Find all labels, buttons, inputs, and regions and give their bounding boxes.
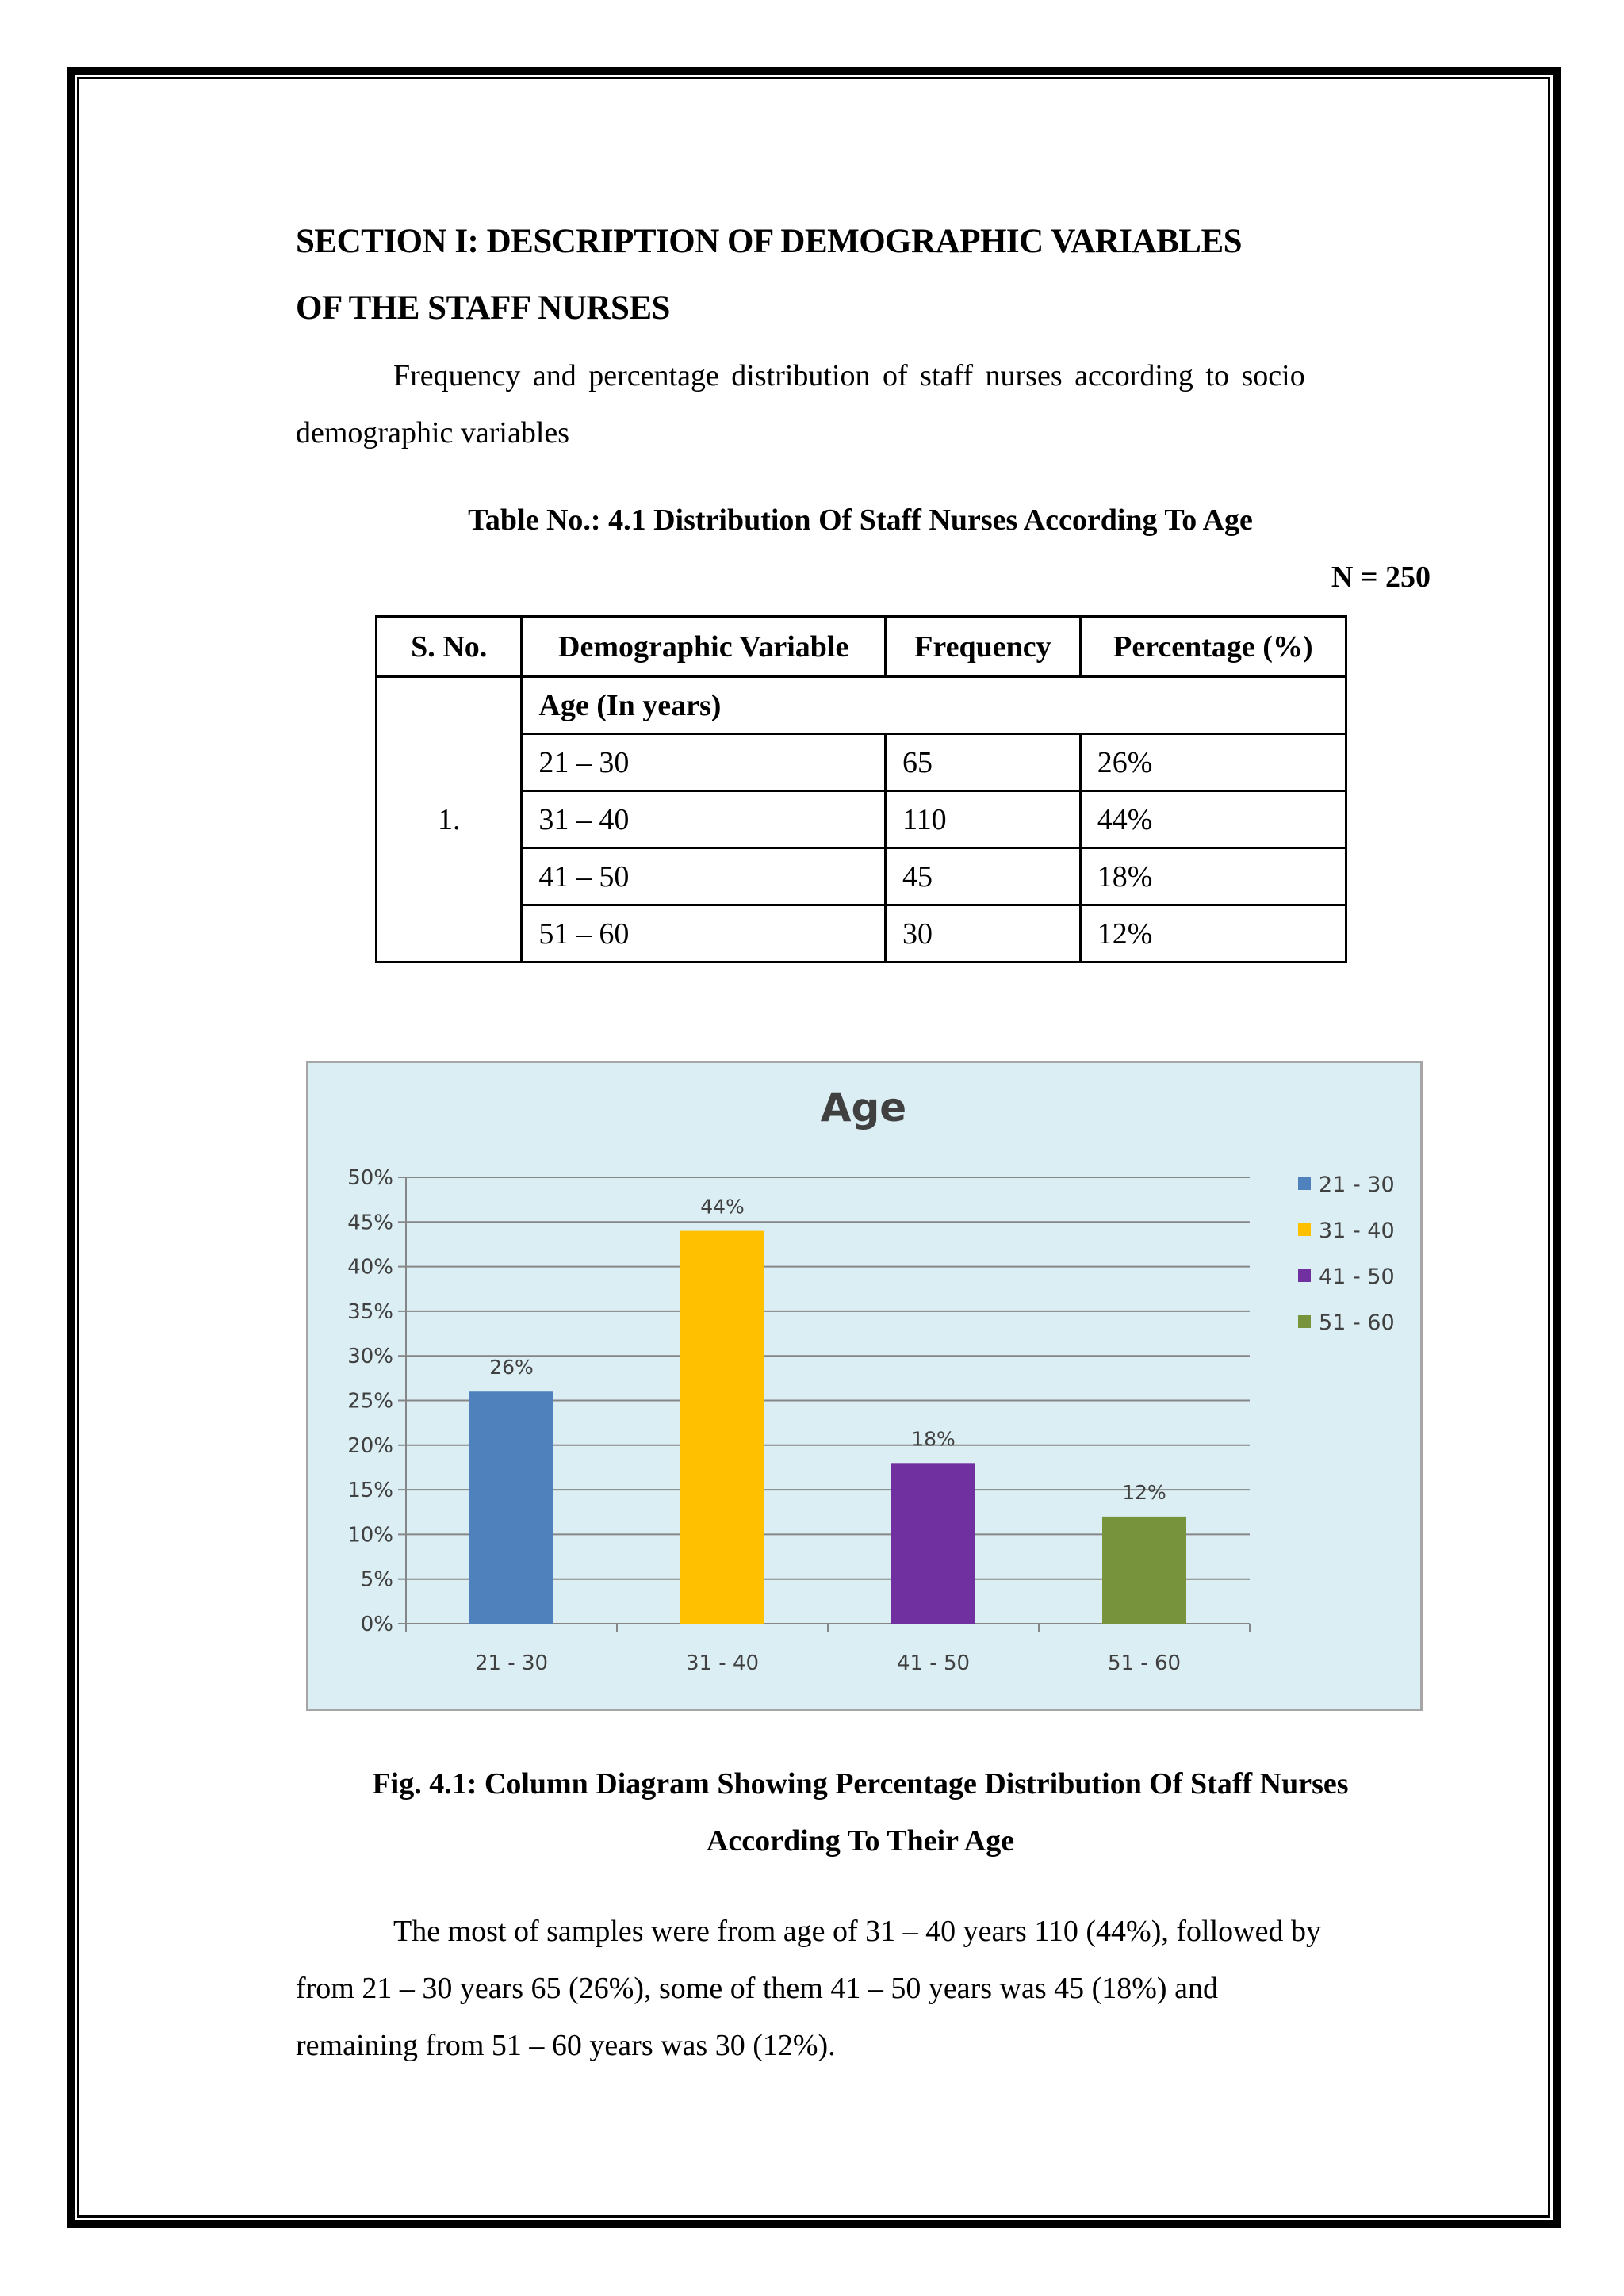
age-column-chart: [306, 1061, 1423, 1711]
chart-canvas: [308, 1063, 1420, 1709]
x-tick-label: 41 - 50: [896, 1651, 971, 1675]
legend-label: 21 - 30: [1319, 1173, 1395, 1197]
age-distribution-table: [375, 615, 1347, 963]
percentage-cell: 18%: [1080, 848, 1346, 905]
legend-label: 41 - 50: [1319, 1265, 1395, 1289]
header-sno: S. No.: [377, 617, 522, 677]
group-label: Age (In years): [522, 677, 1346, 734]
x-tick-label: 31 - 40: [685, 1651, 760, 1675]
table-row: [377, 791, 1346, 848]
serial-number: 1.: [377, 677, 522, 962]
header-percentage: Percentage (%): [1080, 617, 1346, 677]
legend-label: 31 - 40: [1319, 1219, 1395, 1243]
y-tick-label: 50%: [347, 1166, 393, 1190]
frequency-cell: 65: [886, 734, 1081, 791]
y-tick-label: 10%: [347, 1523, 393, 1548]
y-tick-label: 5%: [360, 1567, 393, 1592]
data-label: 44%: [700, 1195, 745, 1219]
data-label: 18%: [911, 1427, 956, 1451]
y-tick-label: 25%: [347, 1389, 393, 1414]
legend-swatch: [1298, 1223, 1311, 1236]
y-tick-label: 35%: [347, 1299, 393, 1324]
data-label: 26%: [489, 1356, 534, 1380]
legend-swatch: [1298, 1269, 1311, 1282]
intro-line1: Frequency and percentage distribution of staff nurses according to socio: [393, 359, 1305, 392]
x-tick-label: 21 - 30: [474, 1651, 549, 1675]
percentage-cell: 26%: [1080, 734, 1346, 791]
header-variable: Demographic Variable: [522, 617, 886, 677]
section-heading-line1: SECTION I: DESCRIPTION OF DEMOGRAPHIC VARIABLES: [296, 223, 1243, 260]
table-row: [377, 905, 1346, 962]
bar-21-30: [469, 1391, 553, 1624]
legend-label: 51 - 60: [1319, 1311, 1395, 1335]
frequency-cell: 45: [886, 848, 1081, 905]
percentage-cell: 44%: [1080, 791, 1346, 848]
y-tick-label: 0%: [360, 1613, 393, 1636]
age-range-cell: 31 – 40: [522, 791, 886, 848]
summary-line3: remaining from 51 – 60 years was 30 (12%).: [296, 2029, 836, 2062]
age-range-cell: 51 – 60: [522, 905, 886, 962]
chart-title: Age: [820, 1085, 907, 1131]
age-range-cell: 21 – 30: [522, 734, 886, 791]
y-tick-label: 20%: [347, 1433, 393, 1458]
summary-line2: from 21 – 30 years 65 (26%), some of them 41 – 50 years was 45 (18%) and: [296, 1972, 1218, 2005]
data-label: 12%: [1122, 1480, 1166, 1504]
x-tick-label: 51 - 60: [1107, 1651, 1182, 1675]
y-tick-label: 30%: [347, 1345, 393, 1369]
sample-size-label: N = 250: [1331, 561, 1431, 594]
figure-caption-line1: Fig. 4.1: Column Diagram Showing Percentage Distribution Of Staff Nurses: [372, 1767, 1349, 1800]
y-tick-label: 45%: [347, 1211, 393, 1235]
section-heading-line2: OF THE STAFF NURSES: [296, 289, 670, 327]
figure-caption-line2: According To Their Age: [706, 1824, 1015, 1858]
legend-swatch: [1298, 1177, 1311, 1190]
table-row: [377, 848, 1346, 905]
table-caption: Table No.: 4.1 Distribution Of Staff Nurses According To Age: [468, 503, 1253, 537]
age-range-cell: 41 – 50: [522, 848, 886, 905]
y-tick-label: 15%: [347, 1479, 393, 1503]
y-tick-label: 40%: [347, 1255, 393, 1280]
header-frequency: Frequency: [886, 617, 1081, 677]
intro-line2: demographic variables: [296, 416, 570, 450]
bar-41-50: [891, 1463, 975, 1624]
percentage-cell: 12%: [1080, 905, 1346, 962]
table-header-row: [377, 617, 1346, 677]
legend-swatch: [1298, 1315, 1311, 1328]
frequency-cell: 110: [886, 791, 1081, 848]
table-row: [377, 734, 1346, 791]
bar-51-60: [1102, 1517, 1186, 1624]
frequency-cell: 30: [886, 905, 1081, 962]
bar-31-40: [680, 1231, 764, 1624]
table-group-row: [377, 677, 1346, 734]
summary-line1: The most of samples were from age of 31 – 40 years 110 (44%), followed by: [393, 1915, 1321, 1948]
